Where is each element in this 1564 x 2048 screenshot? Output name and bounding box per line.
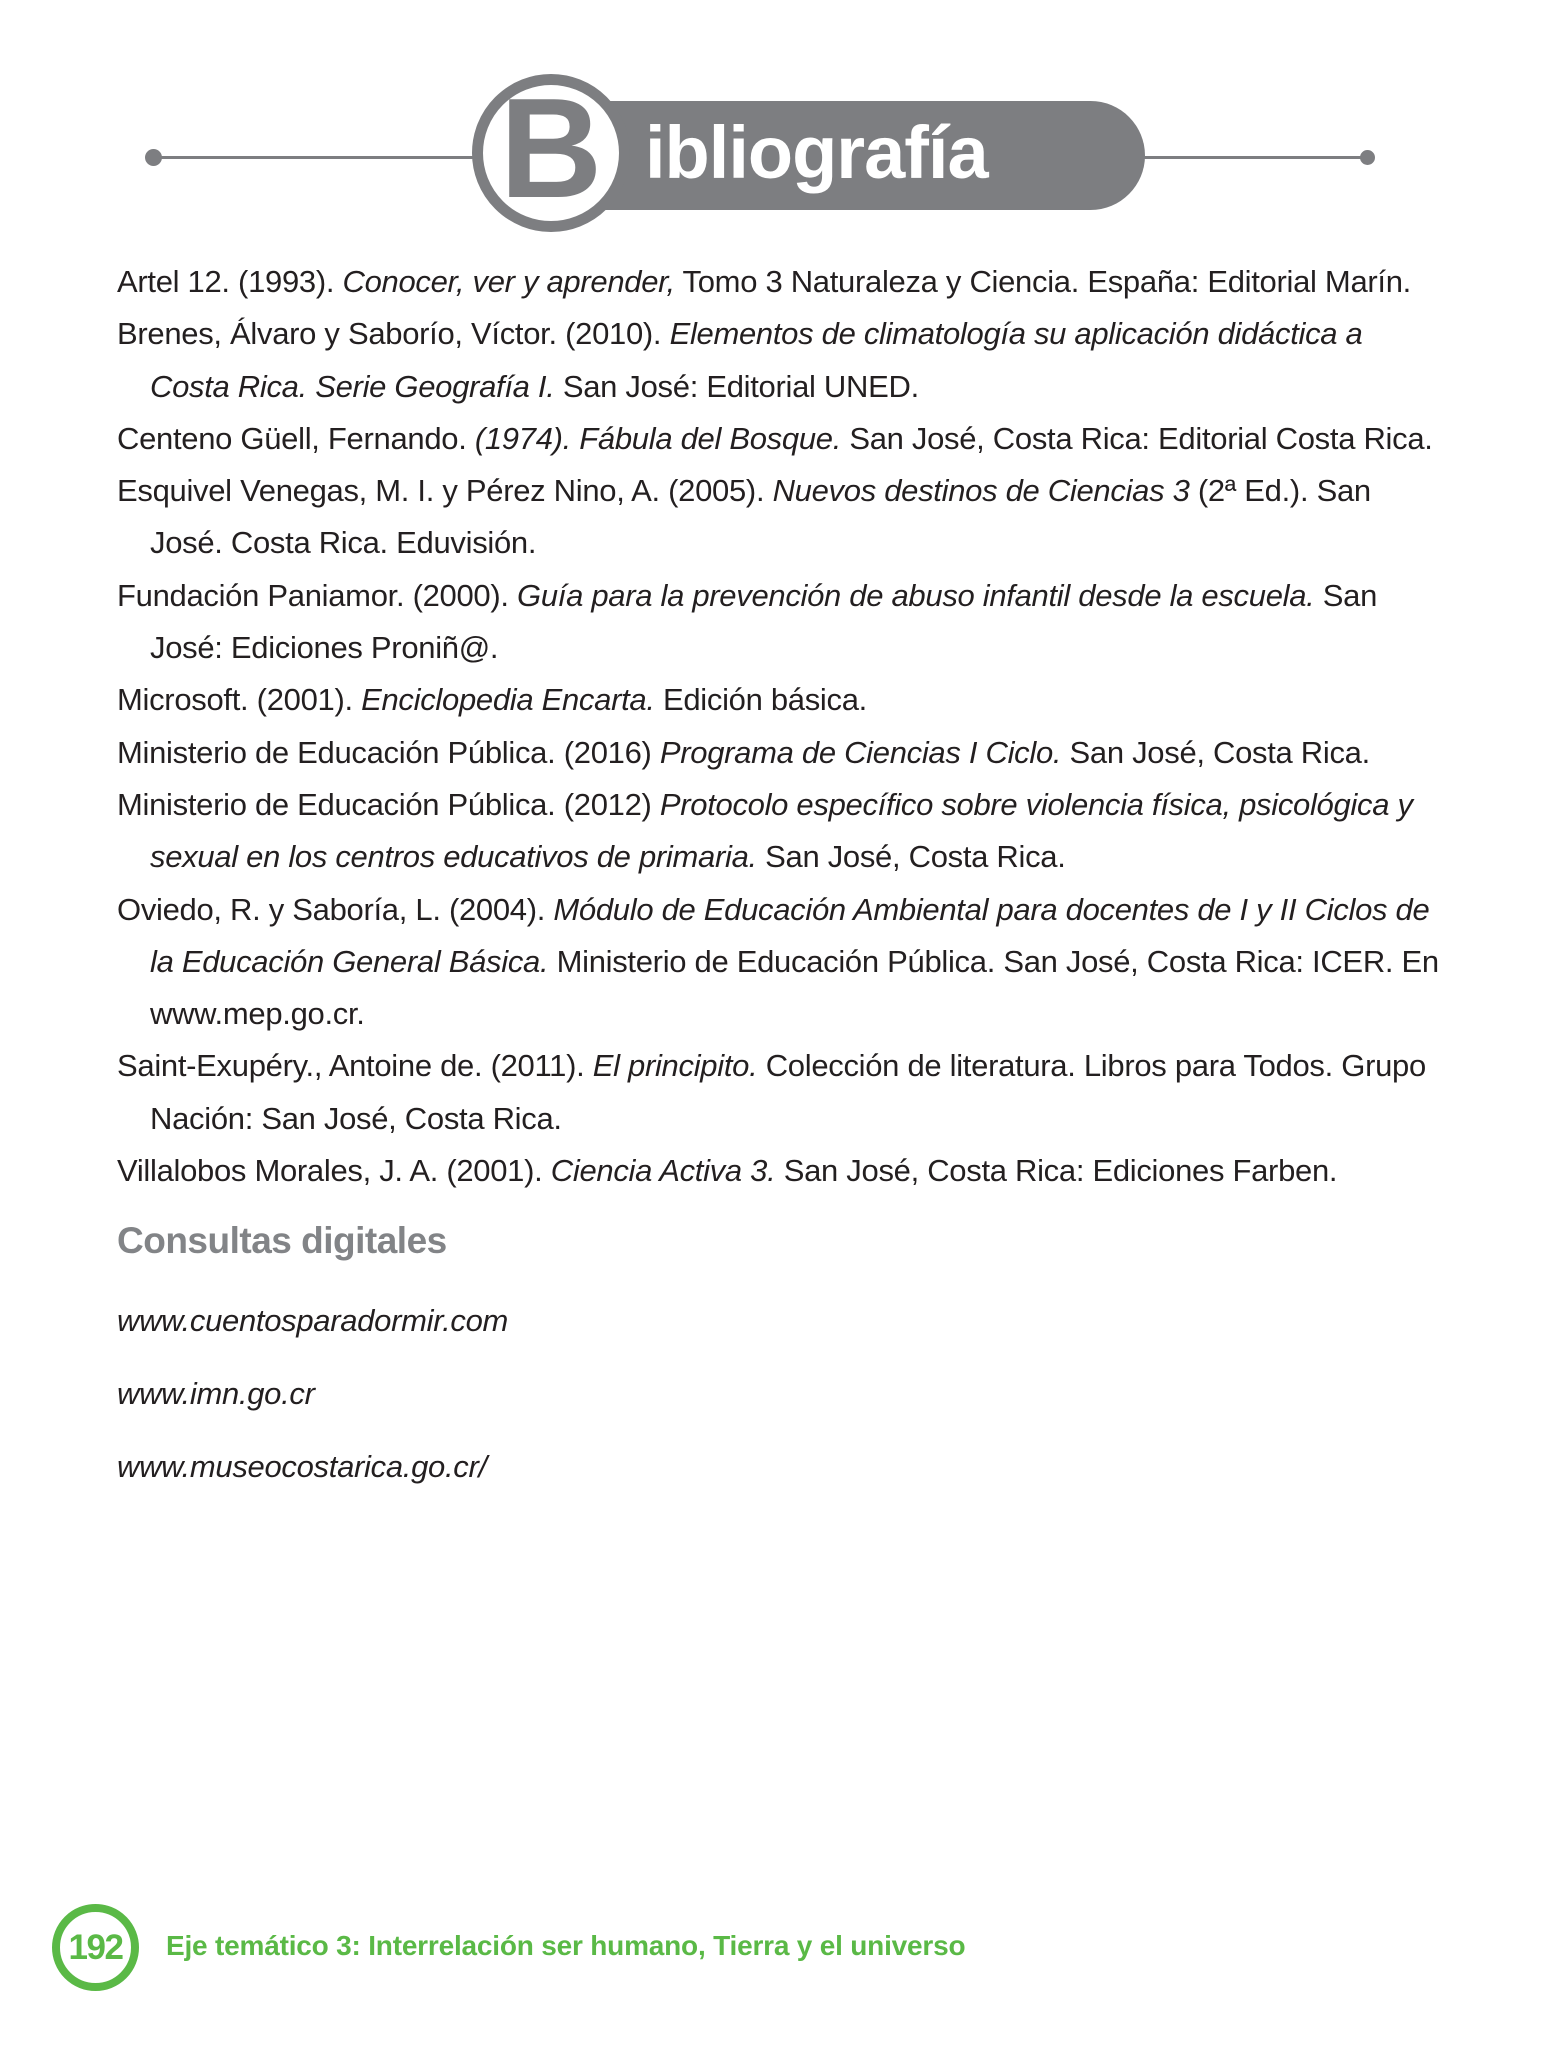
bibliography-header (0, 0, 1564, 250)
bibliography-entry: Ministerio de Educación Pública. (2016) Programa de Ciencias I Ciclo. San José, Costa Rica. (117, 734, 1370, 770)
bibliography-entry: Fundación Paniamor. (2000). Guía para la prevención de abuso infantil desde la escuela. San José: Ediciones Proniñ@. (117, 577, 1378, 666)
digital-links (117, 1304, 1439, 1484)
bibliography-entry: Microsoft. (2001). Enciclopedia Encarta. Edición básica. (117, 682, 867, 718)
bibliography-entry: Centeno Güell, Fernando. (1974). Fábula del Bosque. San José, Costa Rica: Editorial Costa Rica. (117, 420, 1433, 456)
bibliography-entry: Saint-Exupéry., Antoine de. (2011). El principito. Colección de literatura. Libros para Todos. Grupo Nación: San José, Costa Rica. (117, 1048, 1426, 1136)
badge-letter: B (499, 69, 603, 228)
bibliography-list (117, 256, 1439, 1197)
page-number-badge (52, 1904, 139, 1991)
footer-label: Eje temático 3: Interrelación ser humano, Tierra y el universo (166, 1930, 966, 1961)
header-rule-left (155, 156, 481, 159)
bibliography-entry: Oviedo, R. y Saboría, L. (2004). Módulo de Educación Ambiental para docentes de I y II Ciclos de la Educación General Básica. Ministerio de Educación Pública. San José, Costa Rica: ICER. En www.mep.go.cr. (117, 891, 1439, 1032)
bibliography-entry: Esquivel Venegas, M. I. y Pérez Nino, A. (2005). Nuevos destinos de Ciencias 3 (2ª Ed.). San José. Costa Rica. Eduvisión. (117, 473, 1371, 561)
digital-link: www.imn.go.cr (117, 1376, 315, 1412)
bibliography-entry: Brenes, Álvaro y Saborío, Víctor. (2010). Elementos de climatología su aplicación didáctica a Costa Rica. Serie Geografía I. San José: Editorial UNED. (117, 316, 1363, 404)
bibliography-entry: Villalobos Morales, J. A. (2001). Ciencia Activa 3. San José, Costa Rica: Ediciones Farben. (117, 1153, 1338, 1189)
header-rule-right-dot-icon (1360, 150, 1375, 165)
bibliography-entry: Ministerio de Educación Pública. (2012) Protocolo específico sobre violencia física, psicológica y sexual en los centros educativos de primaria. San José, Costa Rica. (117, 786, 1413, 875)
banner-title: ibliografía (645, 110, 988, 194)
bibliography-badge-circle (472, 69, 630, 232)
bibliography-entry: Artel 12. (1993). Conocer, ver y aprender, Tomo 3 Naturaleza y Ciencia. España: Editorial Marín. (117, 264, 1411, 299)
header-rule-right (1048, 156, 1366, 159)
digital-link: www.cuentosparadormir.com (117, 1303, 509, 1339)
digital-sources-heading: Consultas digitales (117, 1220, 447, 1262)
page-content (117, 256, 1439, 1484)
page-number: 192 (68, 1928, 123, 1967)
digital-link: www.museocostarica.go.cr/ (117, 1449, 487, 1485)
